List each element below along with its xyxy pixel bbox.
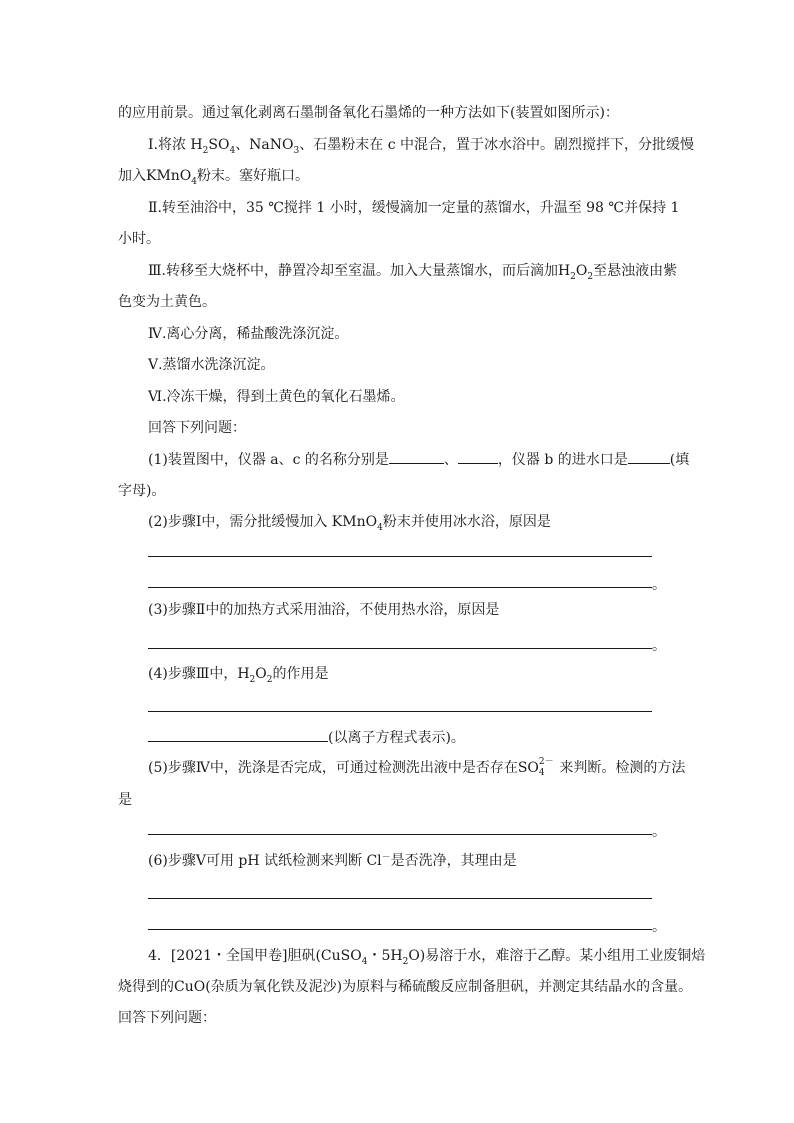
question-4-line [148,664,329,684]
period-mark: 。 [652,919,666,935]
step-1-text: 加入KMnO [118,168,192,184]
answer-line-3[interactable] [148,648,652,649]
step-6-text: Ⅵ.冷冻干燥，得到土黄色的氧化石墨烯。 [148,389,405,405]
problem-4-text: 烧得到的CuO(杂质为氧化铁及泥沙)为原料与稀硫酸反应制备胆矾，并测定其结晶水的含量。 [118,979,693,995]
answer-prompt [148,418,246,438]
step-3-text: 色变为土黄色。 [118,294,216,310]
period-mark: 。 [652,577,666,593]
period-mark: 。 [652,824,666,840]
answer-line-6a[interactable] [148,898,652,899]
answer-line-6b[interactable] [148,929,652,930]
answer-prompt-text: 回答下列问题： [148,420,246,436]
intro-line [118,103,619,123]
question-1-line-1 [148,449,689,469]
question-6-text: (6)步骤Ⅴ可用 pH 试纸检测来判断 Cl [148,853,382,869]
step-3-line-2 [118,292,216,312]
question-4-text: (4)步骤Ⅲ中，H [148,666,250,682]
answer-blank-c[interactable] [458,449,498,464]
period-mark: 。 [652,638,666,654]
question-4-text: 的作用是 [272,666,329,682]
step-6-line [148,387,405,407]
subscript: 4 [377,522,383,533]
step-1-text: 粉末。塞好瓶口。 [197,168,310,184]
subscript: 2 [402,956,409,967]
subscript: 2 [587,271,594,282]
question-1-line-2 [118,481,165,501]
subscript: 4 [361,956,368,967]
superscript: 2－ [538,757,554,767]
question-2-line [148,512,551,532]
problem-4-line-3 [118,1008,216,1028]
subscript: 2 [202,145,209,156]
question-1-text: 字母)。 [118,483,166,499]
subscript: 4 [191,176,198,187]
answer-line-2a[interactable] [148,556,652,557]
problem-4-text: 4．[2021・全国甲卷]胆矾(CuSO [148,948,362,964]
step-2-text: 小时。 [118,231,160,247]
step-2-text: Ⅱ.转至油浴中，35 ℃搅拌 1 小时，缓慢滴加一定量的蒸馏水，升温至 98 ℃并保持 1 [148,200,680,216]
step-1-line-2 [118,166,309,186]
problem-4-text: 回答下列问题： [118,1010,216,1026]
question-3-line [148,600,499,620]
problem-4-text: O)易溶于水，难溶于乙醇。某小组用工业废铜焙 [408,948,706,964]
step-3-text: 至悬浊液由紫 [593,263,678,279]
problem-4-line-1 [148,946,705,966]
question-1-text: ，仪器 b 的进水口是 [497,452,628,468]
step-4-line [148,324,348,344]
question-3-text: (3)步骤Ⅱ中的加热方式采用油浴，不使用热水浴，原因是 [148,602,500,618]
question-6-text: 是否洗净，其理由是 [390,853,517,869]
question-1-text: 、 [443,452,458,468]
answer-line-4a[interactable] [148,711,652,712]
step-1-text: SO [208,137,230,153]
question-5-line-2 [118,790,132,810]
problem-4-text: ・5H [367,948,403,964]
question-4-text: O [255,666,267,682]
step-1-line-1 [148,135,694,155]
question-2-text: 粉末并使用冰水浴，原因是 [382,514,551,530]
intro-text: 的应用前景。通过氧化剥离石墨制备氧化石墨烯的一种方法如下(装置如图所示)： [118,105,619,121]
answer-line-2b[interactable] [148,587,652,588]
step-1-text: 、NaNO [235,137,294,153]
step-3-text: Ⅲ.转移至大烧杯中，静置冷却至室温。加入大量蒸馏水，而后滴加H [148,263,571,279]
subscript: 2 [266,674,273,685]
step-1-text: Ⅰ.将浓 H [148,137,203,153]
sulfate-charge [538,757,554,778]
step-5-text: Ⅴ.蒸馏水洗涤沉淀。 [148,357,275,373]
question-1-text: (填 [669,452,690,468]
step-2-line-1 [148,198,679,218]
problem-4-line-2 [118,977,692,997]
superscript: － [381,852,391,863]
subscript: 4 [229,145,236,156]
subscript: 2 [249,674,256,685]
step-3-text: O [575,263,588,279]
question-1-text: (1)装置图中，仪器 a、c 的名称分别是 [148,452,389,468]
subscript: 2 [570,271,576,282]
step-4-text: Ⅳ.离心分离，稀盐酸洗涤沉淀。 [148,326,349,342]
step-2-line-2 [118,229,160,249]
subscript: 3 [293,145,300,156]
question-2-text: (2)步骤Ⅰ中，需分批缓慢加入 KMnO [148,514,378,530]
answer-line-5[interactable] [148,834,652,835]
question-6-line [148,851,517,871]
question-5-text: (5)步骤Ⅳ中，洗涤是否完成，可通过检测洗出液中是否存在SO [148,760,539,776]
question-4-text: (以离子方程式表示)。 [328,730,465,746]
answer-blank-b[interactable] [628,449,670,464]
question-5-line-1 [148,758,685,778]
question-5-text: 来判断。检测的方法 [554,760,686,776]
answer-line-4b[interactable] [148,727,328,742]
answer-blank-a[interactable] [389,449,444,464]
step-3-line-1 [148,261,677,281]
step-1-text: 、石墨粉末在 c 中混合，置于冰水浴中。剧烈搅拌下，分批缓慢 [299,137,694,153]
question-5-text: 是 [118,792,132,808]
question-4-line-2 [148,727,465,747]
subscript: 4 [538,768,545,778]
step-5-line [148,355,275,375]
